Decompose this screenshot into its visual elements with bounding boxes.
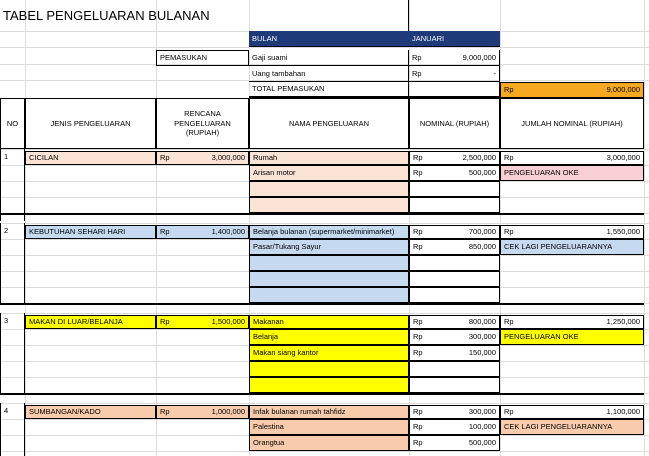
expense-name: Makanan bbox=[253, 317, 284, 327]
expense-name: Pasar/Tukang Sayur bbox=[253, 242, 322, 252]
header-rencana-line: RENCANA bbox=[184, 109, 221, 119]
income-label-cell[interactable] bbox=[156, 50, 249, 66]
category-number-cell[interactable] bbox=[0, 403, 25, 456]
gridline bbox=[0, 149, 649, 150]
category-plan-value: 1,400,000 bbox=[211, 227, 245, 237]
category-number-cell[interactable] bbox=[0, 223, 25, 303]
currency-label: Rp bbox=[504, 407, 514, 417]
category-total-value: 1,100,000 bbox=[606, 407, 640, 417]
expense-value-cell[interactable] bbox=[409, 271, 500, 287]
category-number: 1 bbox=[4, 152, 9, 161]
category-name: SUMBANGAN/KADO bbox=[29, 407, 101, 417]
expense-name: Palestina bbox=[253, 422, 284, 432]
currency-label: Rp bbox=[160, 153, 170, 163]
income-item-value: 9,000,000 bbox=[462, 52, 496, 62]
expense-name-cell[interactable] bbox=[249, 435, 409, 451]
expense-name-cell[interactable] bbox=[249, 181, 409, 197]
expense-value-cell[interactable] bbox=[409, 419, 500, 435]
expense-value-cell[interactable] bbox=[409, 165, 500, 181]
category-total-value: 1,550,000 bbox=[606, 227, 640, 237]
expense-name: Belanja bbox=[253, 332, 279, 342]
expense-name-cell[interactable] bbox=[249, 419, 409, 435]
income-item-label: Gaji suami bbox=[252, 52, 288, 62]
expense-name-cell[interactable] bbox=[249, 197, 409, 213]
expense-name-cell[interactable] bbox=[249, 287, 409, 303]
expense-value: 300,000 bbox=[468, 407, 496, 417]
expense-name-cell[interactable] bbox=[249, 315, 409, 329]
category-status-cell[interactable] bbox=[500, 419, 644, 435]
month-label: BULAN bbox=[252, 33, 278, 43]
expense-value: 850,000 bbox=[468, 242, 496, 252]
header-nominal[interactable] bbox=[409, 98, 500, 149]
header-rencana-line: PENGELUARAN bbox=[174, 118, 231, 128]
header-nama-label: NAMA PENGELUARAN bbox=[288, 118, 370, 128]
section-divider bbox=[0, 393, 644, 403]
month-label-cell[interactable] bbox=[249, 31, 409, 47]
category-name: CICILAN bbox=[29, 153, 59, 163]
income-item-value-cell[interactable] bbox=[409, 66, 500, 82]
currency-label: Rp bbox=[413, 438, 423, 448]
category-status: PENGELUARAN OKE bbox=[504, 332, 579, 342]
category-total-cell[interactable] bbox=[500, 225, 644, 239]
category-number: 4 bbox=[4, 406, 9, 415]
expense-name: Belanja bulanan (supermarket/minimarket) bbox=[253, 227, 395, 237]
currency-label: Rp bbox=[413, 153, 423, 163]
header-jumlah[interactable] bbox=[500, 98, 644, 149]
category-plan-cell[interactable] bbox=[156, 405, 249, 419]
currency-label: Rp bbox=[504, 317, 514, 327]
income-item-label-cell[interactable] bbox=[249, 66, 409, 82]
category-plan-cell[interactable] bbox=[156, 225, 249, 239]
currency-label: Rp bbox=[413, 332, 423, 342]
total-income-label: TOTAL PEMASUKAN bbox=[252, 84, 325, 94]
category-status: CEK LAGI PENGELUARANNYA bbox=[504, 242, 613, 252]
gridline bbox=[0, 223, 649, 224]
expense-value-cell[interactable] bbox=[409, 329, 500, 345]
expense-value-cell[interactable] bbox=[409, 181, 500, 197]
month-value-cell[interactable] bbox=[409, 31, 500, 47]
total-income-value-cell[interactable] bbox=[500, 82, 644, 98]
expense-name: Infak bulanan rumah tahfidz bbox=[253, 407, 346, 417]
category-total-cell[interactable] bbox=[500, 405, 644, 419]
category-number-cell[interactable] bbox=[0, 313, 25, 393]
header-nama[interactable] bbox=[249, 98, 409, 149]
expense-value: 500,000 bbox=[468, 168, 496, 178]
expense-value: 100,000 bbox=[468, 422, 496, 432]
category-name-cell[interactable] bbox=[25, 151, 156, 165]
category-total-cell[interactable] bbox=[500, 315, 644, 329]
expense-name-cell[interactable] bbox=[249, 255, 409, 271]
expense-value: 150,000 bbox=[468, 348, 496, 358]
expense-value-cell[interactable] bbox=[409, 377, 500, 393]
gridline bbox=[0, 47, 649, 48]
currency-label: Rp bbox=[504, 227, 514, 237]
sheet-title: TABEL PENGELUARAN BULANAN bbox=[3, 8, 210, 23]
expense-name-cell[interactable] bbox=[249, 345, 409, 361]
category-total-cell[interactable] bbox=[500, 151, 644, 165]
category-plan-value: 1,000,000 bbox=[211, 407, 245, 417]
gridline bbox=[0, 451, 649, 452]
expense-value: 2,500,000 bbox=[462, 153, 496, 163]
expense-value: 800,000 bbox=[468, 317, 496, 327]
category-name: KEBUTUHAN SEHARI HARI bbox=[29, 227, 126, 237]
currency-label: Rp bbox=[413, 227, 423, 237]
expense-value: 300,000 bbox=[468, 332, 496, 342]
header-no-label: NO bbox=[6, 118, 19, 128]
income-item-value: - bbox=[493, 68, 496, 78]
category-name-cell[interactable] bbox=[25, 405, 156, 419]
currency-label: Rp bbox=[160, 227, 170, 237]
currency-label: Rp bbox=[412, 68, 422, 78]
header-jenis[interactable] bbox=[25, 98, 156, 149]
expense-value-cell[interactable] bbox=[409, 345, 500, 361]
income-label: PEMASUKAN bbox=[160, 53, 208, 63]
expense-value-cell[interactable] bbox=[409, 435, 500, 451]
currency-label: Rp bbox=[504, 153, 514, 163]
category-status-cell[interactable] bbox=[500, 165, 644, 181]
gridline bbox=[644, 0, 645, 456]
expense-value-cell[interactable] bbox=[409, 255, 500, 271]
expense-name-cell[interactable] bbox=[249, 165, 409, 181]
category-status: PENGELUARAN OKE bbox=[504, 168, 579, 178]
expense-name: Orangtua bbox=[253, 438, 285, 448]
category-status-cell[interactable] bbox=[500, 329, 644, 345]
category-name: MAKAN DI LUAR/BELANJA bbox=[29, 317, 123, 327]
currency-label: Rp bbox=[413, 407, 423, 417]
header-nominal-label: NOMINAL (RUPIAH) bbox=[419, 118, 490, 128]
currency-label: Rp bbox=[413, 422, 423, 432]
category-status: CEK LAGI PENGELUARANNYA bbox=[504, 422, 613, 432]
expense-value-cell[interactable] bbox=[409, 225, 500, 239]
expense-name-cell[interactable] bbox=[249, 151, 409, 165]
category-plan-value: 3,000,000 bbox=[211, 153, 245, 163]
category-name-cell[interactable] bbox=[25, 225, 156, 239]
header-no[interactable] bbox=[0, 98, 25, 149]
header-rencana-line: (RUPIAH) bbox=[185, 128, 220, 138]
expense-value-cell[interactable] bbox=[409, 361, 500, 377]
expense-value-cell[interactable] bbox=[409, 315, 500, 329]
expense-name-cell[interactable] bbox=[249, 271, 409, 287]
header-rencana[interactable] bbox=[156, 98, 249, 149]
expense-value-cell[interactable] bbox=[409, 197, 500, 213]
expense-name: Makan siang kantor bbox=[253, 348, 319, 358]
month-value: JANUARI bbox=[412, 33, 445, 43]
expense-name-cell[interactable] bbox=[249, 361, 409, 377]
currency-label: Rp bbox=[413, 242, 423, 252]
expense-name-cell[interactable] bbox=[249, 377, 409, 393]
category-name-cell[interactable] bbox=[25, 315, 156, 329]
expense-name-cell[interactable] bbox=[249, 405, 409, 419]
currency-label: Rp bbox=[413, 168, 423, 178]
expense-name: Arisan motor bbox=[253, 168, 296, 178]
expense-value-cell[interactable] bbox=[409, 287, 500, 303]
expense-value: 700,000 bbox=[468, 227, 496, 237]
total-income-value: 9,000,000 bbox=[606, 85, 640, 95]
currency-label: Rp bbox=[413, 348, 423, 358]
category-number: 2 bbox=[4, 226, 9, 235]
category-number: 3 bbox=[4, 316, 9, 325]
section-divider bbox=[0, 213, 644, 223]
expense-value: 500,000 bbox=[468, 438, 496, 448]
currency-label: Rp bbox=[160, 317, 170, 327]
header-jenis-label: JENIS PENGELUARAN bbox=[50, 118, 131, 128]
category-total-value: 1,250,000 bbox=[606, 317, 640, 327]
category-plan-value: 1,500,000 bbox=[211, 317, 245, 327]
gridline bbox=[0, 313, 649, 314]
category-status-cell[interactable] bbox=[500, 239, 644, 255]
gridline bbox=[0, 403, 649, 404]
total-income-label-cell[interactable] bbox=[249, 82, 409, 98]
currency-label: Rp bbox=[412, 52, 422, 62]
category-number-cell[interactable] bbox=[0, 149, 25, 221]
total-income-empty-cell[interactable] bbox=[409, 82, 500, 98]
expense-name-cell[interactable] bbox=[249, 225, 409, 239]
income-item-value-cell[interactable] bbox=[409, 50, 500, 66]
expense-value-cell[interactable] bbox=[409, 239, 500, 255]
expense-value-cell[interactable] bbox=[409, 151, 500, 165]
income-item-label: Uang tambahan bbox=[252, 68, 306, 78]
category-plan-cell[interactable] bbox=[156, 151, 249, 165]
currency-label: Rp bbox=[413, 317, 423, 327]
category-plan-cell[interactable] bbox=[156, 315, 249, 329]
header-jumlah-label: JUMLAH NOMINAL (RUPIAH) bbox=[521, 118, 623, 128]
section-divider bbox=[0, 303, 644, 313]
expense-name-cell[interactable] bbox=[249, 329, 409, 345]
category-total-value: 3,000,000 bbox=[606, 153, 640, 163]
income-item-label-cell[interactable] bbox=[249, 50, 409, 66]
expense-value-cell[interactable] bbox=[409, 405, 500, 419]
expense-name: Rumah bbox=[253, 153, 278, 163]
expense-name-cell[interactable] bbox=[249, 239, 409, 255]
currency-label: Rp bbox=[504, 85, 514, 95]
currency-label: Rp bbox=[160, 407, 170, 417]
sheet-title-cell[interactable] bbox=[0, 0, 409, 31]
